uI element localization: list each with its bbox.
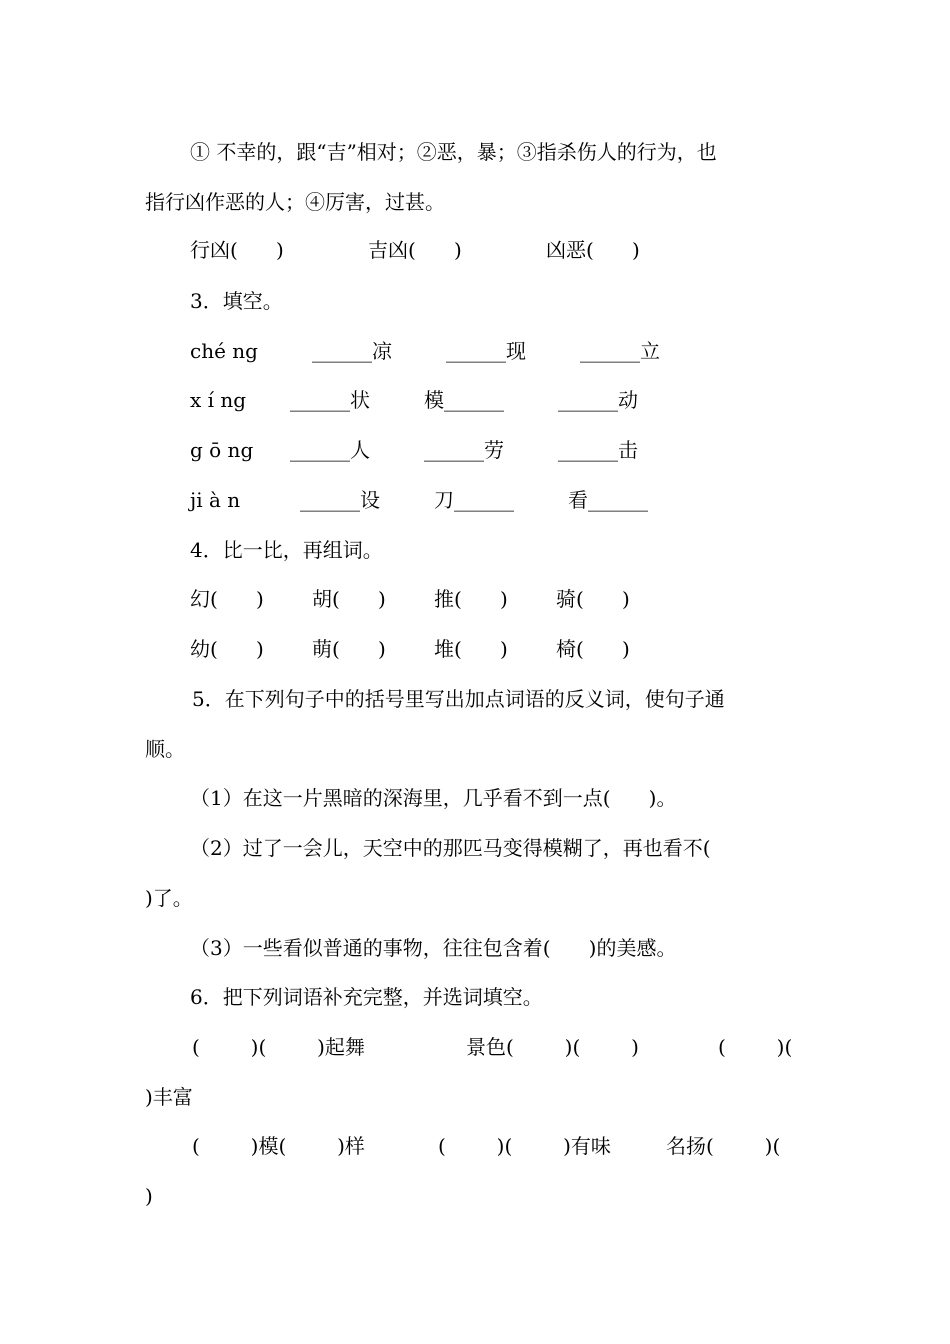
section-6-heading: 6．把下列词语补充完整，并选词填空。: [190, 985, 543, 1009]
compare-word: 骑( ): [556, 587, 630, 611]
fill-blank: ______立: [580, 339, 660, 363]
idiom-blank: ( )(: [718, 1035, 793, 1059]
fill-blank: 看______: [568, 488, 648, 512]
fill-blank: ______人: [290, 438, 370, 462]
word-blank: 行凶( ): [190, 238, 284, 262]
idiom-blank: ( )( )有味: [438, 1134, 611, 1158]
compare-word: 萌( ): [312, 637, 386, 661]
sentence-1: （1）在这一片黑暗的深海里，几乎看不到一点( )。: [190, 786, 677, 810]
pinyin-label: g ō ng: [190, 438, 254, 462]
compare-word: 幼( ): [190, 637, 264, 661]
definition-line-2: 指行凶作恶的人；④厉害，过甚。: [145, 190, 445, 214]
compare-word: 堆( ): [434, 637, 508, 661]
sentence-2-line-1: （2）过了一会儿，天空中的那匹马变得模糊了，再也看不(: [190, 836, 711, 860]
compare-word: 推( ): [434, 587, 508, 611]
section-5-heading-2: 顺。: [145, 737, 185, 761]
section-5-heading-1: 5．在下列句子中的括号里写出加点词语的反义词，使句子通: [192, 687, 725, 711]
pinyin-label: ché ng: [190, 339, 258, 363]
fill-blank: ______设: [300, 488, 380, 512]
idiom-blank: 名扬( )(: [666, 1134, 781, 1158]
section-3-heading: 3．填空。: [190, 289, 283, 313]
compare-word: 幻( ): [190, 587, 264, 611]
word-blank: 凶恶( ): [546, 238, 640, 262]
word-blank: 吉凶( ): [368, 238, 462, 262]
pinyin-label: x í ng: [190, 388, 247, 412]
fill-blank: 刀______: [434, 488, 514, 512]
idiom-blank: ( )模( )样: [192, 1134, 365, 1158]
idiom-blank: ( )( )起舞: [192, 1035, 365, 1059]
sentence-2-line-2: )了。: [145, 886, 193, 910]
idiom-continuation: )丰富: [145, 1085, 193, 1109]
fill-blank: ______劳: [424, 438, 504, 462]
compare-word: 椅( ): [556, 637, 630, 661]
idiom-blank: 景色( )( ): [466, 1035, 639, 1059]
fill-blank: ______动: [558, 388, 638, 412]
definition-line-1: ① 不幸的，跟“吉”相对；②恶，暴；③指杀伤人的行为，也: [190, 140, 717, 164]
idiom-continuation: ): [145, 1184, 153, 1208]
fill-blank: ______击: [558, 438, 638, 462]
fill-blank: ______凉: [312, 339, 392, 363]
fill-blank: ______状: [290, 388, 370, 412]
sentence-3: （3）一些看似普通的事物，往往包含着( )的美感。: [190, 936, 677, 960]
compare-word: 胡( ): [312, 587, 386, 611]
section-4-heading: 4．比一比，再组词。: [190, 538, 383, 562]
fill-blank: ______现: [446, 339, 526, 363]
fill-blank: 模______: [424, 388, 504, 412]
pinyin-label: ji à n: [190, 488, 241, 512]
